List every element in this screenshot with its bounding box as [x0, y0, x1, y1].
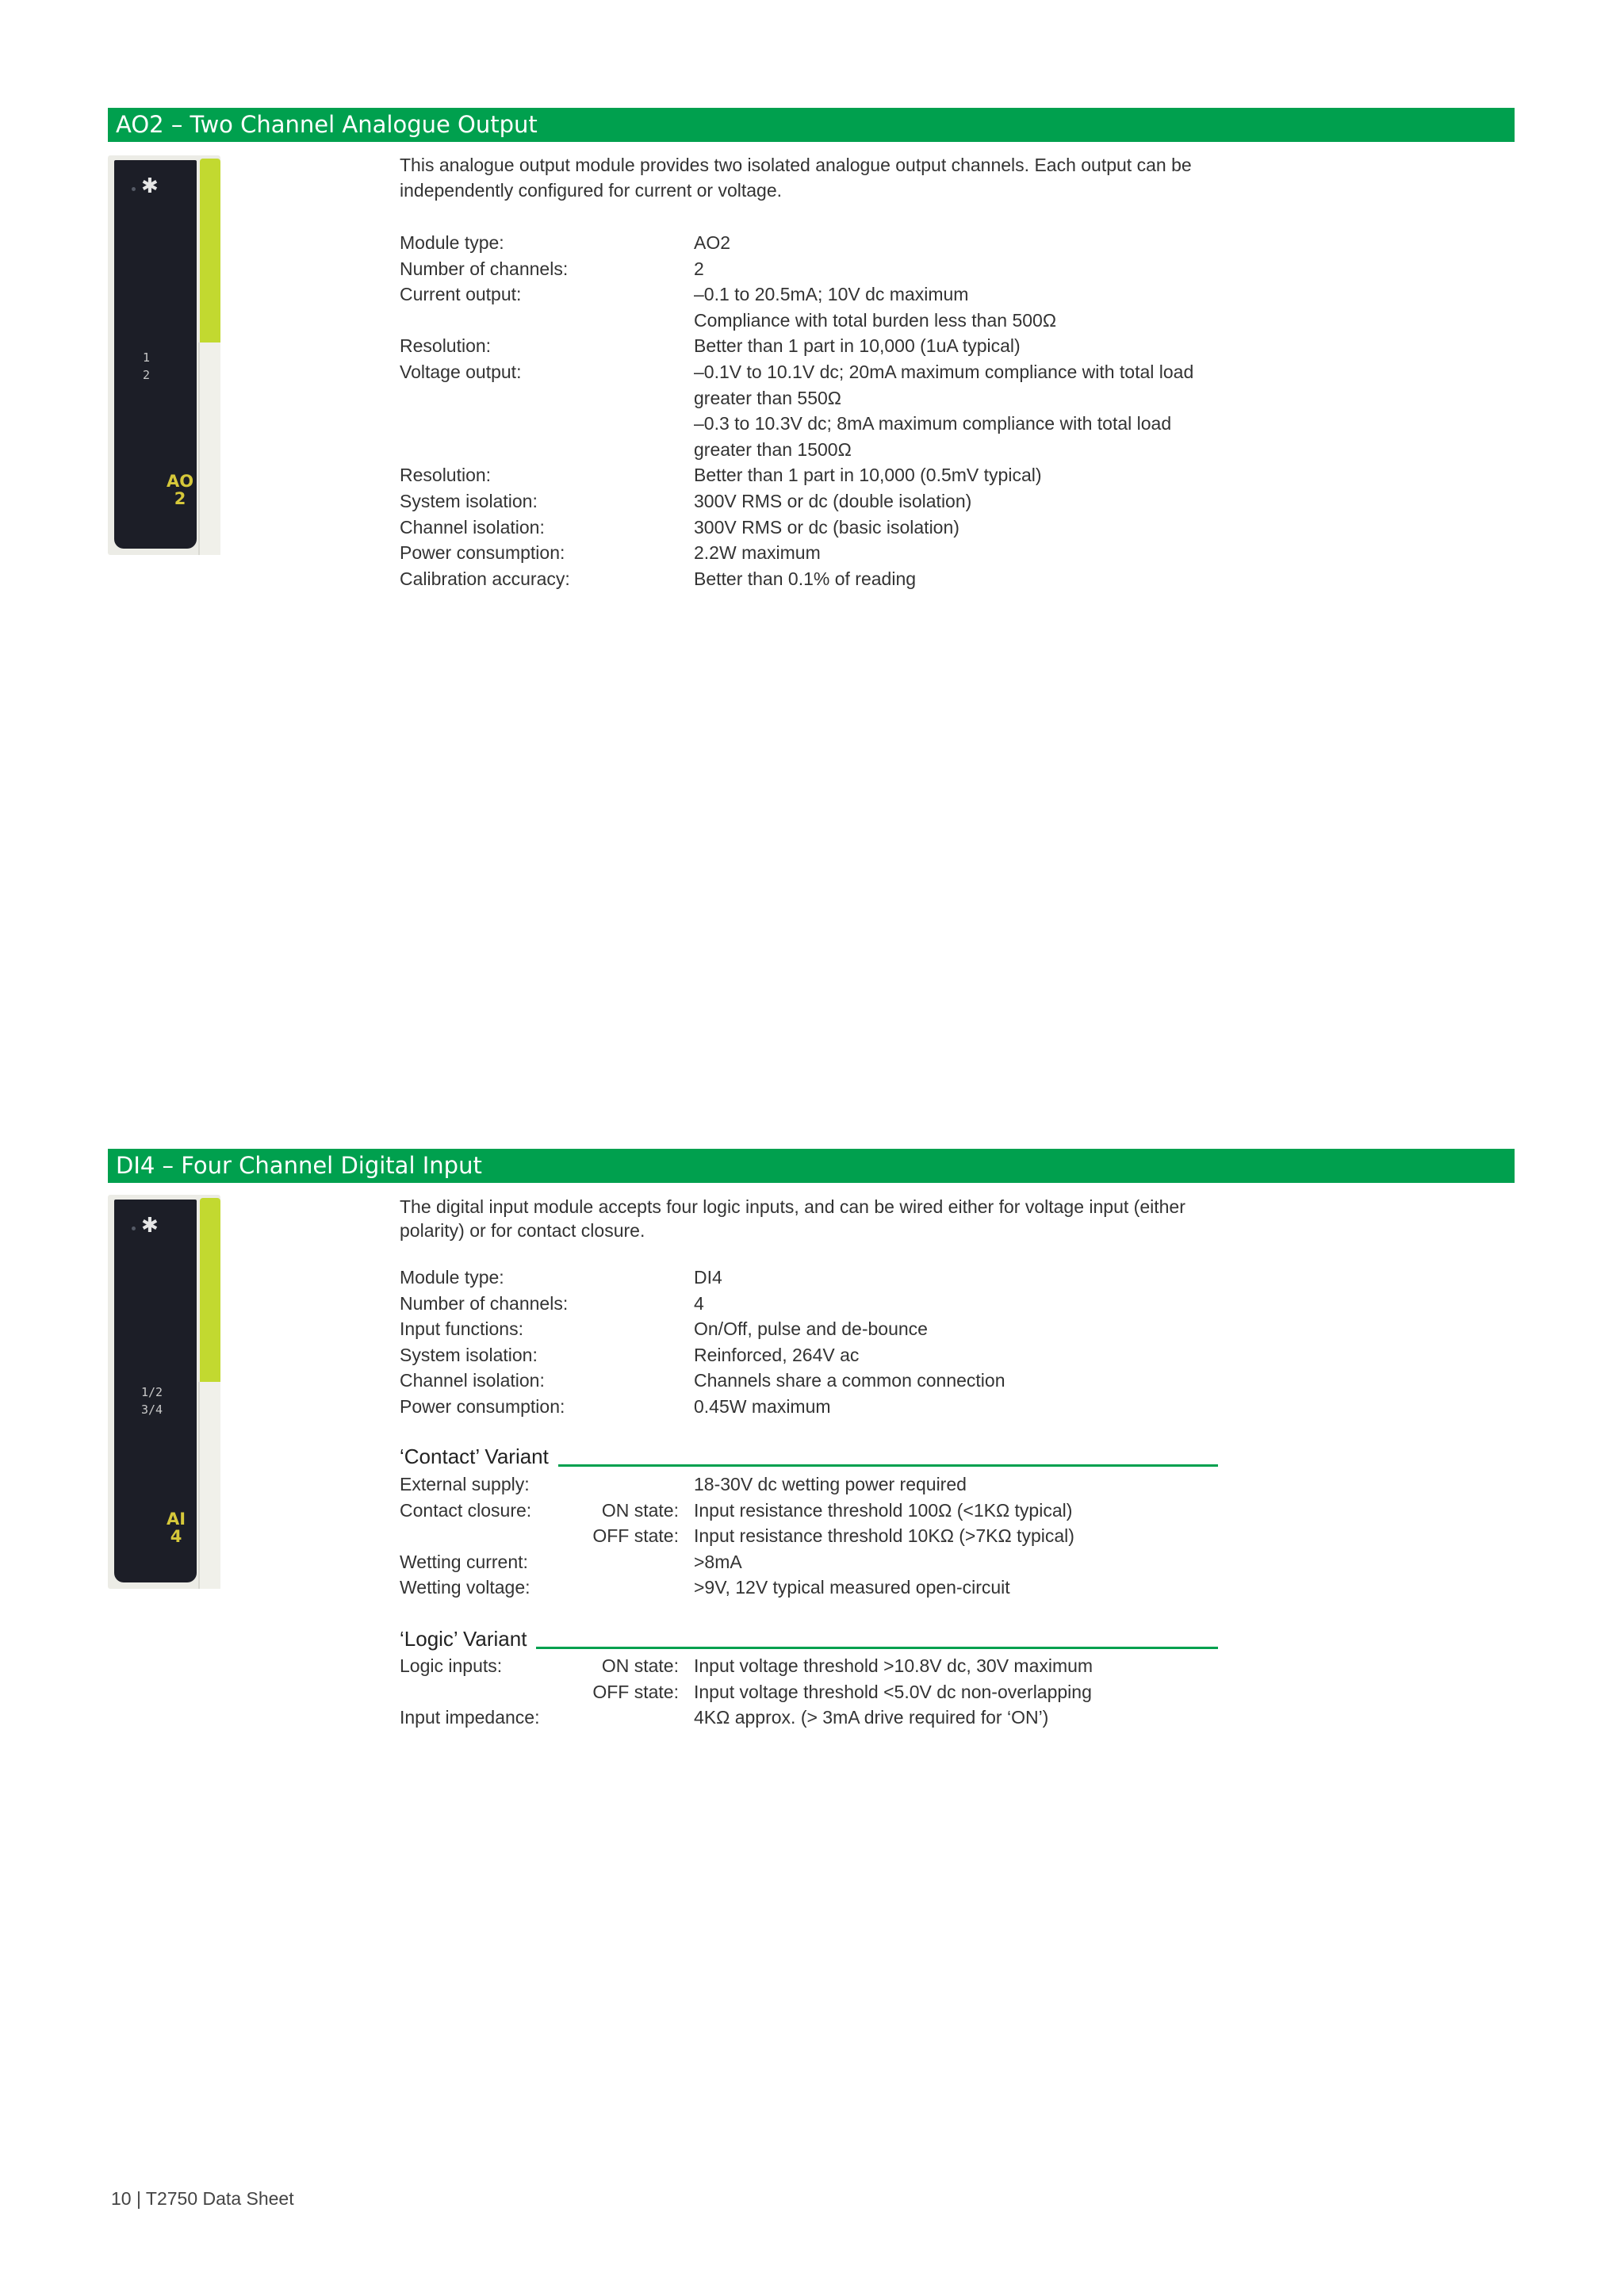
- spec-row: [400, 1291, 1249, 1317]
- module-name-line2: 2: [174, 489, 186, 508]
- intro-line: polarity) or for contact closure.: [400, 1220, 645, 1241]
- spec-value: [694, 488, 1249, 515]
- module-channel-label: 2: [143, 368, 151, 382]
- spec-value-line: Better than 1 part in 10,000 (0.5mV typical): [694, 465, 1042, 486]
- spec-label: Voltage output:: [400, 361, 522, 382]
- logic-variant-table: [400, 1653, 1249, 1731]
- spec-row: [400, 462, 1249, 488]
- spec-value: [694, 1394, 1249, 1420]
- spec-label: Current output:: [400, 284, 522, 305]
- intro-line: independently configured for current or voltage.: [400, 180, 783, 201]
- di4-module-image: [108, 1195, 220, 1589]
- spec-row: [400, 230, 1249, 256]
- spec-value-line: Compliance with total burden less than 500Ω: [694, 309, 1057, 331]
- spec-row: [400, 515, 1249, 541]
- spec-value-line: DI4: [694, 1267, 722, 1288]
- spec-state: OFF state:: [592, 1681, 679, 1702]
- module-channel-label: 1/2: [141, 1385, 163, 1399]
- spec-value-line: Channels share a common connection: [694, 1370, 1005, 1391]
- spec-value: [694, 1265, 1249, 1291]
- spec-value: [694, 1342, 1249, 1368]
- spec-value: [694, 230, 1249, 256]
- spec-row: [400, 1394, 1249, 1420]
- status-star-icon: ✱: [141, 174, 159, 198]
- spec-value-line: Input voltage threshold <5.0V dc non-overlapping: [694, 1681, 1092, 1702]
- spec-value: [694, 1523, 1249, 1549]
- spec-label: System isolation:: [400, 490, 538, 511]
- spec-value-line: 4KΩ approx. (> 3mA drive required for ‘ON’): [694, 1707, 1049, 1728]
- spec-value-line: 18-30V dc wetting power required: [694, 1474, 967, 1494]
- di4-intro: [400, 1195, 1256, 1242]
- spec-value: [694, 566, 1249, 592]
- spec-value: [694, 1549, 1249, 1575]
- spec-label: Power consumption:: [400, 542, 565, 564]
- spec-row: [400, 1523, 1249, 1549]
- spec-value: [694, 256, 1249, 282]
- spec-row: [400, 281, 1249, 333]
- intro-line: The digital input module accepts four logic inputs, and can be wired either for voltage input (either: [400, 1196, 1185, 1217]
- page-footer: 10 | T2750 Data Sheet: [111, 2188, 294, 2209]
- module-name-line2: 4: [170, 1527, 182, 1546]
- spec-label: Channel isolation:: [400, 516, 545, 538]
- di4-section-title: DI4 – Four Channel Digital Input: [108, 1149, 1515, 1183]
- spec-value-line: 4: [694, 1292, 704, 1314]
- spec-label: Logic inputs:: [400, 1655, 503, 1676]
- spec-value: [694, 1705, 1249, 1731]
- spec-value-line: 2: [694, 258, 704, 279]
- spec-value: [694, 281, 1249, 333]
- spec-label: System isolation:: [400, 1344, 538, 1365]
- spec-value-line: Better than 0.1% of reading: [694, 568, 917, 589]
- spec-value: [694, 359, 1249, 462]
- spec-value-line: –0.3 to 10.3V dc; 8mA maximum compliance with total load: [694, 413, 1172, 434]
- spec-label: Calibration accuracy:: [400, 568, 570, 589]
- spec-row: [400, 1265, 1249, 1291]
- spec-value-line: AO2: [694, 232, 731, 253]
- spec-label: Wetting voltage:: [400, 1577, 530, 1598]
- ao2-spec-table: [400, 230, 1249, 591]
- spec-value-line: 300V RMS or dc (basic isolation): [694, 516, 959, 538]
- spec-value: [694, 333, 1249, 359]
- spec-row: [400, 540, 1249, 566]
- spec-label: Contact closure:: [400, 1499, 532, 1521]
- spec-value-line: >9V, 12V typical measured open-circuit: [694, 1577, 1010, 1598]
- spec-row: [400, 1575, 1249, 1601]
- spec-value: [694, 1471, 1249, 1498]
- spec-label: Input functions:: [400, 1318, 523, 1340]
- spec-row: [400, 1316, 1249, 1342]
- spec-row: [400, 256, 1249, 282]
- ao2-intro: [400, 152, 1256, 203]
- spec-label: Resolution:: [400, 465, 492, 486]
- module-name-line1: AO: [167, 472, 194, 491]
- spec-label: Power consumption:: [400, 1395, 565, 1417]
- spec-label: Resolution:: [400, 335, 492, 357]
- spec-value: [694, 1653, 1249, 1679]
- spec-row: [400, 1342, 1249, 1368]
- spec-state: ON state:: [601, 1655, 679, 1676]
- spec-label: Wetting current:: [400, 1551, 528, 1572]
- spec-row: [400, 566, 1249, 592]
- spec-label: Number of channels:: [400, 1292, 569, 1314]
- spec-value: [694, 1368, 1249, 1394]
- spec-label: Module type:: [400, 232, 504, 253]
- spec-value: [694, 1679, 1249, 1705]
- di4-spec-table: [400, 1265, 1249, 1420]
- spec-row: [400, 1471, 1249, 1498]
- intro-line: This analogue output module provides two isolated analogue output channels. Each output can be: [400, 155, 1192, 175]
- contact-variant-title: ‘Contact’ Variant: [400, 1445, 558, 1469]
- status-star-icon: ✱: [141, 1214, 159, 1238]
- spec-value-line: Better than 1 part in 10,000 (1uA typical): [694, 335, 1021, 357]
- spec-state: OFF state:: [592, 1525, 679, 1547]
- spec-value: [694, 462, 1249, 488]
- spec-row: [400, 1705, 1249, 1731]
- spec-value-line: –0.1V to 10.1V dc; 20mA maximum compliance with total load: [694, 361, 1194, 382]
- spec-value-line: greater than 550Ω: [694, 387, 841, 408]
- spec-value: [694, 1498, 1249, 1524]
- contact-variant-heading: [400, 1445, 1218, 1470]
- spec-row: [400, 1498, 1249, 1524]
- logic-variant-title: ‘Logic’ Variant: [400, 1627, 536, 1651]
- module-name-line1: AI: [167, 1510, 186, 1529]
- spec-value-line: Input resistance threshold 100Ω (<1KΩ typical): [694, 1499, 1073, 1521]
- spec-label: Input impedance:: [400, 1707, 540, 1728]
- spec-row: [400, 1549, 1249, 1575]
- spec-value-line: –0.1 to 20.5mA; 10V dc maximum: [694, 284, 969, 305]
- module-channel-label: 3/4: [141, 1402, 163, 1417]
- spec-value-line: Reinforced, 264V ac: [694, 1344, 860, 1365]
- spec-label: Number of channels:: [400, 258, 569, 279]
- spec-state: ON state:: [601, 1499, 679, 1521]
- spec-label: Channel isolation:: [400, 1370, 545, 1391]
- spec-value-line: 2.2W maximum: [694, 542, 821, 564]
- spec-row: [400, 488, 1249, 515]
- spec-row: [400, 1679, 1249, 1705]
- spec-row: [400, 359, 1249, 462]
- spec-value: [694, 1291, 1249, 1317]
- logic-variant-heading: [400, 1627, 1218, 1652]
- spec-value-line: greater than 1500Ω: [694, 438, 852, 460]
- spec-value: [694, 515, 1249, 541]
- spec-label: External supply:: [400, 1474, 530, 1494]
- spec-value-line: 0.45W maximum: [694, 1395, 831, 1417]
- spec-value-line: >8mA: [694, 1551, 742, 1572]
- contact-variant-table: [400, 1471, 1249, 1601]
- spec-value: [694, 1316, 1249, 1342]
- module-channel-label: 1: [143, 350, 151, 365]
- spec-value-line: On/Off, pulse and de-bounce: [694, 1318, 928, 1340]
- spec-value-line: 300V RMS or dc (double isolation): [694, 490, 972, 511]
- ao2-module-image: [108, 155, 220, 555]
- spec-label: Module type:: [400, 1267, 504, 1288]
- ao2-section-title: AO2 – Two Channel Analogue Output: [108, 108, 1515, 142]
- spec-row: [400, 333, 1249, 359]
- spec-value: [694, 1575, 1249, 1601]
- spec-value-line: Input voltage threshold >10.8V dc, 30V maximum: [694, 1655, 1094, 1676]
- spec-value-line: Input resistance threshold 10KΩ (>7KΩ typical): [694, 1525, 1074, 1547]
- spec-row: [400, 1368, 1249, 1394]
- spec-value: [694, 540, 1249, 566]
- spec-row: [400, 1653, 1249, 1679]
